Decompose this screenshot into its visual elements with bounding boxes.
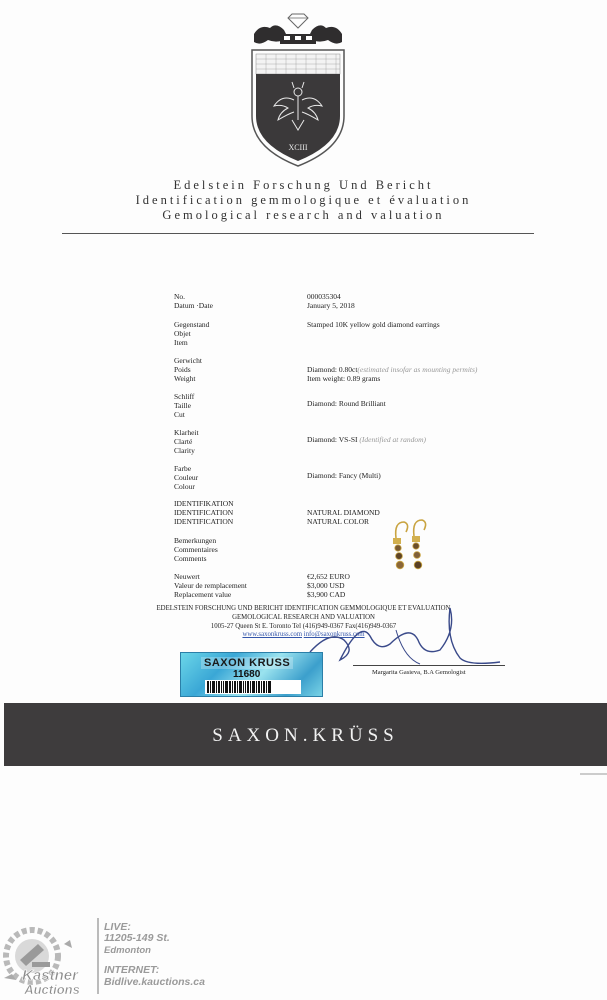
- label-date: Datum ·Date: [174, 301, 213, 310]
- label-clarity-en: Clarity: [174, 446, 195, 455]
- value-item: Stamped 10K yellow gold diamond earrings: [307, 320, 440, 329]
- value-colour: Diamond: Fancy (Multi): [307, 471, 381, 480]
- barcode: [205, 680, 301, 694]
- kastner-auctions-logo: [2, 918, 94, 998]
- heading-french: Identification gemmologique et évaluation: [135, 193, 472, 207]
- value-date: January 5, 2018: [307, 301, 355, 310]
- label-weight-fr: Poids: [174, 365, 191, 374]
- label-number: No.: [174, 292, 186, 301]
- label-item-fr: Objet: [174, 329, 191, 338]
- label-cut-en: Cut: [174, 410, 185, 419]
- logo-text-kastner: Kastner: [22, 967, 78, 984]
- footer-address: 1005-27 Queen St E. Toronto Tel (416)949-0367 Fax(416)949-0367: [210, 623, 397, 630]
- value-cut: Diamond: Round Brilliant: [307, 399, 386, 408]
- value-clarity: [307, 435, 426, 445]
- brand-name: SAXON.KRÜSS: [212, 725, 399, 746]
- value-ident-1: NATURAL DIAMOND: [307, 508, 380, 517]
- value-item-weight: Item weight: 0.89 grams: [307, 374, 381, 383]
- sticker-title: SAXON KRUSS: [201, 657, 293, 669]
- heading-english: Gemological research and valuation: [162, 208, 445, 222]
- label-value-de: Neuwert: [174, 572, 200, 581]
- label-ident-en: IDENTIFICATION: [174, 517, 234, 526]
- live-city: Edmonton: [104, 945, 151, 956]
- website-link[interactable]: www.saxonkruss.com: [242, 631, 303, 638]
- signature-line: [353, 665, 505, 666]
- email-link[interactable]: info@saxonkruss.com: [303, 631, 365, 638]
- label-colour-fr: Couleur: [174, 473, 199, 482]
- header-divider: [62, 233, 534, 234]
- label-value-en: Replacement value: [174, 590, 232, 599]
- label-weight-de: Gerwicht: [174, 356, 202, 365]
- label-item-en: Item: [174, 338, 188, 347]
- footer-line-2: GEMOLOGICAL RESEARCH AND VALUATION: [232, 614, 375, 621]
- value-number: 000035304: [307, 292, 341, 301]
- weight-note: (estimated insofar as mounting permits): [357, 365, 478, 374]
- sticker-number: 11680: [233, 669, 261, 680]
- label-comments-en: Comments: [174, 554, 207, 563]
- label-cut-fr: Taille: [174, 401, 191, 410]
- label-comments-de: Bemerkungen: [174, 536, 217, 545]
- live-address: 11205-149 St.: [104, 932, 170, 944]
- label-colour-en: Colour: [174, 482, 195, 491]
- hologram-sticker: [180, 652, 323, 697]
- internet-label: INTERNET:: [104, 964, 160, 976]
- label-ident-de: IDENTIFIKATION: [174, 499, 234, 508]
- label-ident-fr: IDENTIFICATION: [174, 508, 234, 517]
- label-cut-de: Schliff: [174, 392, 195, 401]
- value-ident-2: NATURAL COLOR: [307, 517, 370, 526]
- logo-text-auctions: Auctions: [24, 982, 80, 997]
- page-edge: [580, 773, 607, 775]
- brand-banner: [4, 703, 607, 766]
- earrings-photo: [384, 518, 434, 580]
- diamond-weight-text: Diamond: 0.80ct: [307, 365, 358, 374]
- label-weight-en: Weight: [174, 374, 196, 383]
- value-usd: $3,000 USD: [307, 581, 345, 590]
- label-clarity-fr: Clarté: [174, 437, 193, 446]
- label-value-fr: Valeur de remplacement: [174, 581, 247, 590]
- internet-url[interactable]: Bidlive.kauctions.ca: [104, 976, 205, 988]
- gemologist-name: Margarita Gasieva, B.A Gemologist: [372, 669, 466, 676]
- footer-line-1: EDELSTEIN FORSCHUNG UND BERICHT IDENTIFICATION GEMMOLOGIQUE ET EVALUATION: [156, 605, 451, 612]
- value-euro: €2,652 EURO: [307, 572, 350, 581]
- clarity-note: (Identified at random): [359, 435, 427, 444]
- clarity-text: Diamond: VS-SI: [307, 435, 358, 444]
- crest-roman-numeral: XCIII: [288, 143, 308, 152]
- logo-divider: [97, 918, 99, 994]
- value-cad: $3,900 CAD: [307, 590, 346, 599]
- label-clarity-de: Klarheit: [174, 428, 199, 437]
- heading-german: Edelstein Forschung Und Bericht: [173, 178, 434, 192]
- live-label: LIVE:: [104, 921, 131, 933]
- label-item-de: Gegenstand: [174, 320, 210, 329]
- label-comments-fr: Commentaires: [174, 545, 218, 554]
- signature: [300, 600, 510, 672]
- crest-emblem: [248, 8, 348, 168]
- label-colour-de: Farbe: [174, 464, 192, 473]
